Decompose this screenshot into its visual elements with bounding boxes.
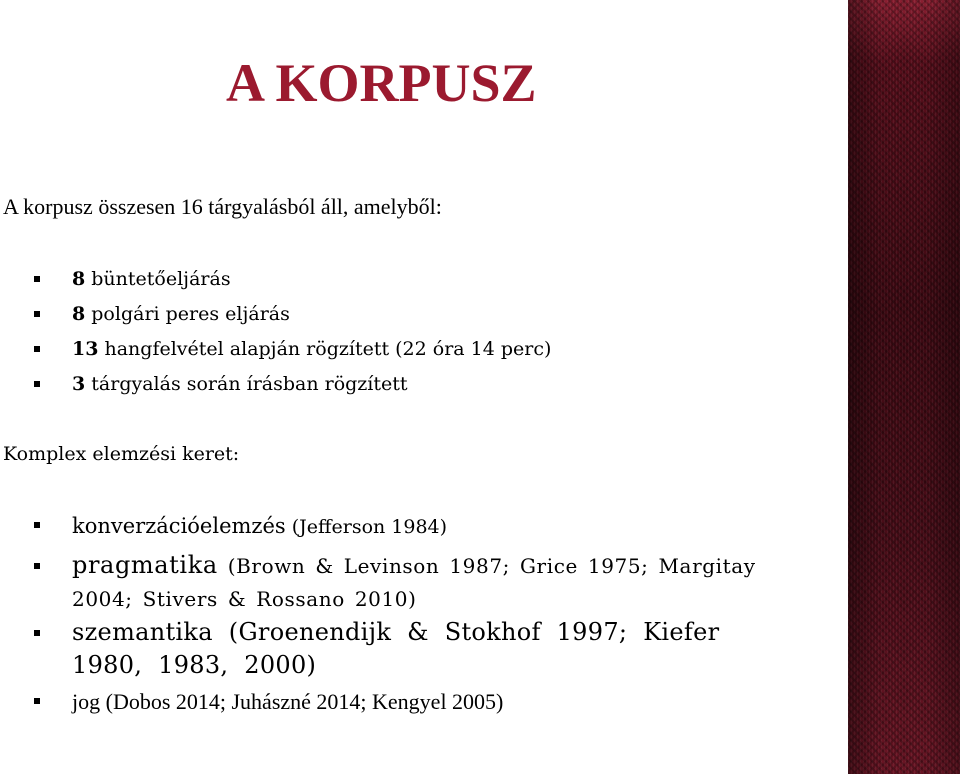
framework-text: jog (Dobos 2014; Juhászné 2014; Kengyel 2005) <box>72 689 504 714</box>
bullet-square-icon <box>34 311 40 317</box>
framework-reference: (Groenendijk & Stokhof 1997; Kiefer 1980, 1983, 2000) <box>72 618 720 679</box>
stat-number: 8 <box>72 303 86 325</box>
list-item <box>0 332 551 367</box>
stat-number: 13 <box>72 338 99 360</box>
framework-term: pragmatika <box>72 551 218 579</box>
bullet-square-icon <box>34 276 40 282</box>
framework-list <box>0 508 790 720</box>
list-item <box>0 616 790 682</box>
bullet-square-icon <box>34 630 40 636</box>
bullet-square-icon <box>34 346 40 352</box>
framework-label: Komplex elemzési keret: <box>3 443 240 465</box>
list-item <box>0 367 551 402</box>
stat-number: 3 <box>72 373 86 395</box>
slide-title: A KORPUSZ <box>226 53 537 113</box>
stat-text: büntetőeljárás <box>85 268 231 290</box>
list-item <box>0 684 790 720</box>
framework-reference: (Jefferson 1984) <box>285 516 448 538</box>
framework-reference: (Brown & Levinson 1987; Grice 1975; Margitay 2004; Stivers & Rossano 2010) <box>72 554 756 611</box>
bullet-square-icon <box>34 698 40 704</box>
corpus-stats-list <box>0 262 551 402</box>
list-item <box>0 508 790 545</box>
framework-term: szemantika <box>72 618 213 646</box>
list-item <box>0 297 551 332</box>
bullet-square-icon <box>34 381 40 387</box>
decorative-side-band <box>848 0 960 774</box>
stat-text: polgári peres eljárás <box>85 303 290 325</box>
intro-text: A korpusz összesen 16 tárgyalásból áll, amelyből: <box>3 194 442 219</box>
bullet-square-icon <box>34 563 40 569</box>
list-item <box>0 549 790 616</box>
stat-number: 8 <box>72 268 86 290</box>
list-item <box>0 262 551 297</box>
framework-term: konverzációelemzés <box>72 514 286 538</box>
stat-text: tárgyalás során írásban rögzített <box>85 373 408 395</box>
stat-text: hangfelvétel alapján rögzített (22 óra 14 perc) <box>98 338 552 360</box>
bullet-square-icon <box>34 522 40 528</box>
